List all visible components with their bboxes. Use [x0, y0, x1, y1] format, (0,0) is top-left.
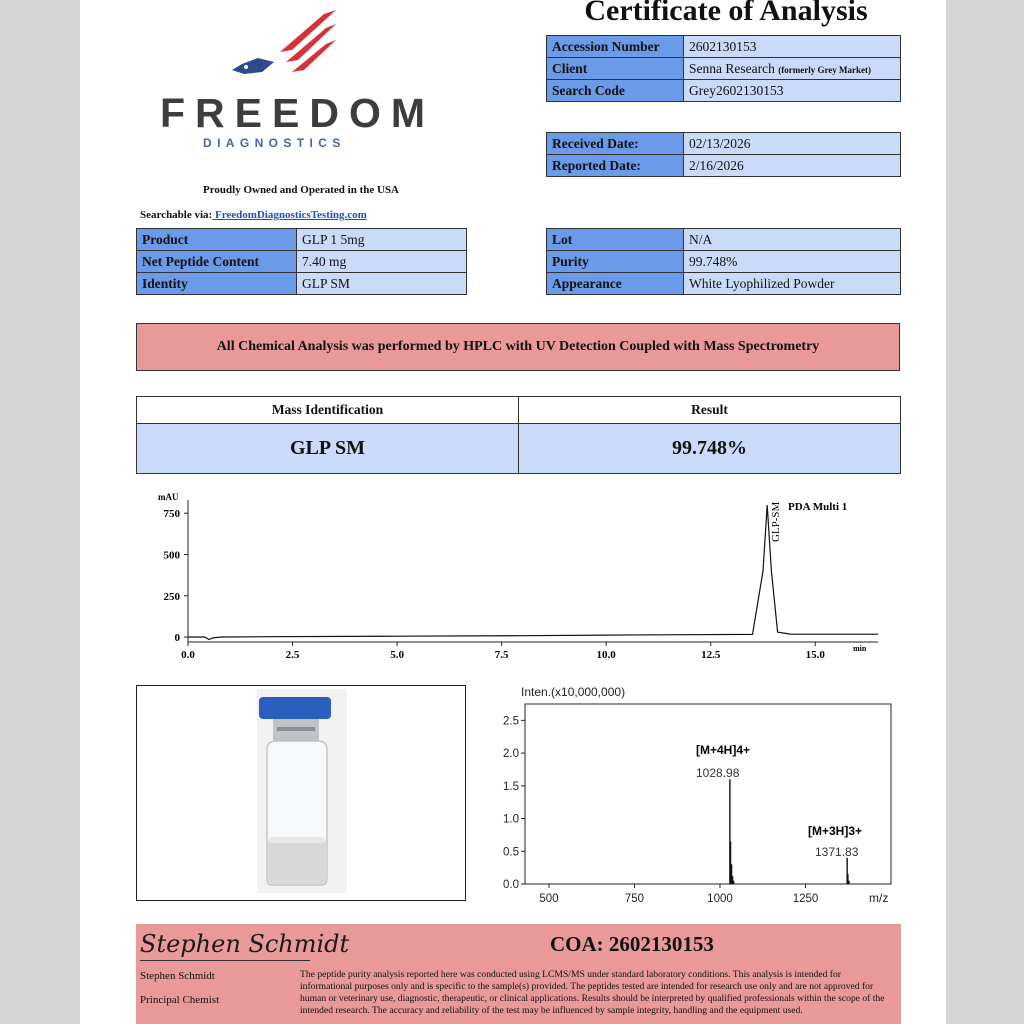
signer-role: Principal Chemist: [140, 994, 220, 1006]
signature-image: Stephen Schmidt: [140, 930, 350, 958]
appearance-value: White Lyophilized Powder: [684, 273, 901, 295]
x-tick-label: 10.0: [596, 649, 616, 661]
identity-label: Identity: [137, 273, 297, 295]
mass-identity: GLP SM: [137, 424, 519, 474]
accession-table: [546, 35, 901, 102]
table-row: [547, 80, 901, 102]
table-row: [137, 251, 467, 273]
page-title: Certificate of Analysis: [584, 0, 868, 27]
client-name: Senna Research: [689, 60, 775, 76]
table-row: [547, 273, 901, 295]
purity-label: Purity: [547, 251, 684, 273]
logo-wordmark: FREEDOM: [160, 90, 435, 136]
table-row: [137, 229, 467, 251]
table-row: [137, 424, 901, 474]
client-label: Client: [547, 58, 684, 80]
table-row: [137, 273, 467, 295]
product-label: Product: [137, 229, 297, 251]
client-note: (formerly Grey Market): [778, 64, 872, 75]
x-tick-label: 1250: [792, 893, 819, 905]
vial-photo: [257, 689, 347, 893]
mass-identification-table: [136, 396, 901, 474]
signature-underline: [140, 960, 310, 961]
search-code-value: Grey2602130153: [684, 80, 901, 102]
y-tick-label: 250: [163, 590, 180, 603]
peak-mz-label: 1371.83: [815, 845, 859, 859]
y-tick-label: 500: [163, 549, 180, 562]
reported-date-value: 2/16/2026: [684, 155, 901, 177]
hplc-chromatogram: [150, 490, 890, 665]
x-tick-label: 15.0: [805, 649, 825, 661]
table-row: [137, 397, 901, 424]
table-row: [547, 229, 901, 251]
x-tick-label: 0.0: [181, 649, 195, 661]
website-link[interactable]: FreedomDiagnosticsTesting.com: [212, 209, 367, 221]
tagline: Proudly Owned and Operated in the USA: [203, 184, 399, 196]
y-axis-label: mAU: [158, 492, 179, 502]
mass-header-right: Result: [519, 397, 901, 424]
product-table: [136, 228, 467, 295]
lot-table: [546, 228, 901, 295]
searchable-via: [140, 209, 367, 221]
net-peptide-value: 7.40 mg: [297, 251, 467, 273]
lot-value: N/A: [684, 229, 901, 251]
mass-spectrum: [495, 684, 900, 906]
purity-value: 99.748%: [684, 251, 901, 273]
x-tick-label: 5.0: [390, 649, 404, 661]
x-axis-label: min: [853, 644, 867, 653]
peak-ion-label: [M+4H]4+: [696, 743, 751, 757]
logo-subtitle: DIAGNOSTICS: [203, 136, 346, 150]
accession-value: 2602130153: [684, 36, 901, 58]
received-date-label: Received Date:: [547, 133, 684, 155]
table-row: [547, 58, 901, 80]
eagle-flag-logo-icon: [228, 6, 340, 82]
y-tick-label: 1.0: [503, 813, 519, 826]
y-tick-label: 1.5: [503, 780, 519, 793]
y-tick-label: 0: [174, 632, 180, 645]
table-row: [547, 251, 901, 273]
disclaimer-text: The peptide purity analysis reported here was conducted using LCMS/MS under standard laboratory conditions. This analysis is intended for informational purposes only and is specific to the sample(s) provided. The peptides tested are intended for research use only and are not approved for human or veterinary use, diagnostic, therapeutic, or clinical applications. Results should be interpreted by qualified professionals within the scope of the intended research. The accuracy and reliability of the test may be influenced by sample integrity, handling and the equipment used.: [300, 969, 885, 1016]
table-row: [547, 133, 901, 155]
table-row: [547, 36, 901, 58]
identity-value: GLP SM: [297, 273, 467, 295]
search-prefix: Searchable via:: [140, 209, 213, 221]
mass-result: 99.748%: [519, 424, 901, 474]
x-tick-label: 2.5: [285, 649, 300, 661]
y-tick-label: 0.0: [503, 879, 519, 891]
y-tick-label: 2.0: [503, 748, 519, 761]
net-peptide-label: Net Peptide Content: [137, 251, 297, 273]
coa-number: COA: 2602130153: [550, 932, 714, 956]
product-value: GLP 1 5mg: [297, 229, 467, 251]
y-tick-label: 750: [163, 508, 180, 521]
x-tick-label: 7.5: [494, 649, 509, 661]
y-tick-label: 2.5: [503, 715, 519, 728]
x-axis-label: m/z: [869, 891, 889, 905]
method-banner: All Chemical Analysis was performed by HPLC with UV Detection Coupled with Mass Spectrometry: [136, 323, 900, 371]
signer-name: Stephen Schmidt: [140, 970, 215, 982]
mass-header-left: Mass Identification: [137, 397, 519, 424]
legend-label: PDA Multi 1: [788, 501, 848, 513]
x-tick-label: 1000: [707, 893, 733, 905]
accession-label: Accession Number: [547, 36, 684, 58]
reported-date-label: Reported Date:: [547, 155, 684, 177]
peak-mz-label: 1028.98: [696, 766, 740, 780]
search-code-label: Search Code: [547, 80, 684, 102]
received-date-value: 02/13/2026: [684, 133, 901, 155]
lot-label: Lot: [547, 229, 684, 251]
peak-ion-label: [M+3H]3+: [808, 824, 863, 838]
x-tick-label: 750: [624, 893, 645, 905]
chart-title: Inten.(x10,000,000): [521, 685, 626, 699]
peak-label: GLP-SM: [770, 501, 783, 542]
y-tick-label: 0.5: [503, 846, 519, 859]
appearance-label: Appearance: [547, 273, 684, 295]
table-row: [547, 155, 901, 177]
x-tick-label: 12.5: [701, 649, 721, 661]
x-tick-label: 500: [539, 893, 559, 905]
dates-table: [546, 132, 901, 177]
client-value: [684, 58, 901, 80]
